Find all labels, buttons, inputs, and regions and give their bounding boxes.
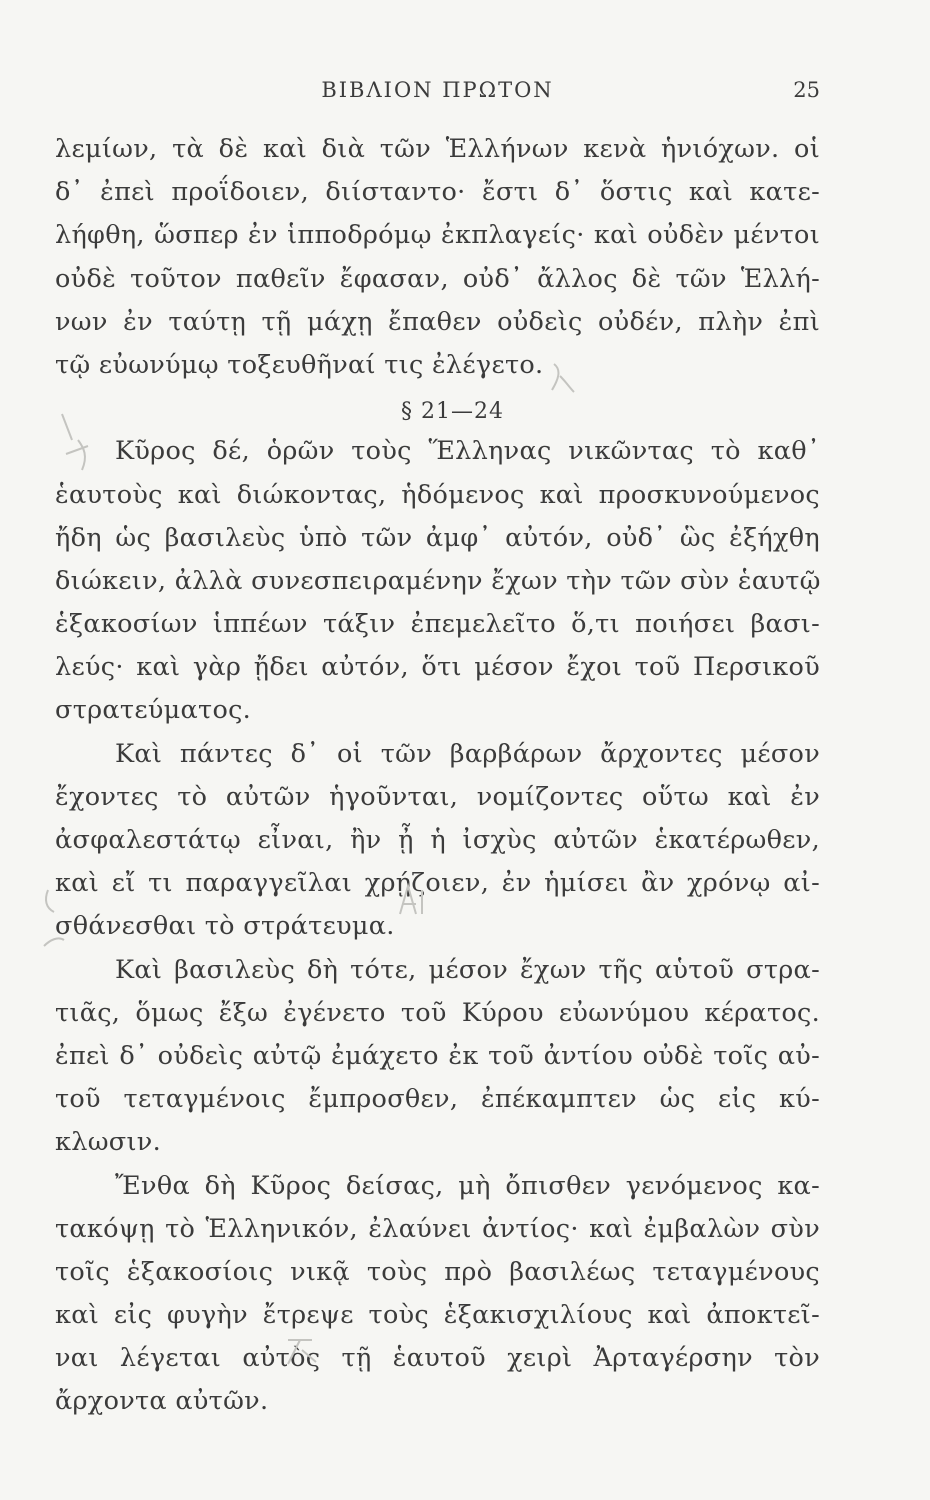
pencil-mark-icon bbox=[390, 880, 430, 920]
text-line: τιᾶς, ὅμως ἔξω ἐγένετο τοῦ Κύρου εὐωνύμου κέρατος. bbox=[55, 997, 820, 1028]
text-line: Καὶ βασιλεὺς δὴ τότε, μέσον ἔχων τῆς αὑτοῦ στρα- bbox=[115, 954, 820, 985]
text-line: ναι λέγεται αὐτὸς τῇ ἑαυτοῦ χειρὶ Ἀρταγέρσην τὸν bbox=[55, 1343, 820, 1374]
text-line: τοῦ τεταγμένοις ἔμπροσθεν, ἐπέκαμπτεν ὡς εἰς κύ- bbox=[55, 1084, 820, 1115]
text-line: δ᾿ ἐπεὶ προΐδοιεν, διίσταντο· ἔστι δ᾿ ὅστις καὶ κατε- bbox=[55, 177, 820, 208]
text-line: Καὶ πάντες δ᾿ οἱ τῶν βαρβάρων ἄρχοντες μέσον bbox=[115, 738, 820, 769]
text-line: οὐδὲ τοῦτον παθεῖν ἔφασαν, οὐδ᾿ ἄλλος δὲ τῶν Ἑλλή- bbox=[55, 263, 820, 294]
text-line: στρατεύματος. bbox=[55, 695, 252, 726]
pencil-mark-icon bbox=[58, 410, 98, 480]
text-line: νων ἐν ταύτῃ τῇ μάχῃ ἔπαθεν οὐδεὶς οὐδέν, πλὴν ἐπὶ bbox=[55, 306, 820, 337]
body-text bbox=[55, 128, 820, 1424]
text-line: καὶ εἰς φυγὴν ἔτρεψε τοὺς ἑξακισχιλίους καὶ ἀποκτεῖ- bbox=[55, 1300, 820, 1331]
text-line: τῷ εὐωνύμῳ τοξευθῆναί τις ἐλέγετο. bbox=[55, 349, 544, 380]
text-line: καὶ εἴ τι παραγγεῖλαι χρῄζοιεν, ἐν ἡμίσει ἂν χρόνῳ αἰ- bbox=[55, 868, 820, 899]
text-line: τακόψῃ τὸ Ἑλληνικόν, ἐλαύνει ἀντίος· καὶ ἐμβαλὼν σὺν bbox=[55, 1213, 820, 1244]
text-line: ἀσφαλεστάτῳ εἶναι, ἢν ᾖ ἡ ἰσχὺς αὐτῶν ἑκατέρωθεν, bbox=[55, 825, 820, 855]
text-line: λήφθη, ὥσπερ ἐν ἱπποδρόμῳ ἐκπλαγείς· καὶ οὐδὲν μέντοι bbox=[55, 220, 820, 251]
text-line: σθάνεσθαι τὸ στράτευμα. bbox=[55, 911, 395, 942]
text-line: διώκειν, ἀλλὰ συνεσπειραμένην ἔχων τὴν τῶν σὺν ἑαυτῷ bbox=[55, 565, 821, 596]
text-line: τοῖς ἑξακοσίοις νικᾷ τοὺς πρὸ βασιλέως τεταγμένους bbox=[55, 1256, 820, 1287]
text-line: ἑξακοσίων ἱππέων τάξιν ἐπεμελεῖτο ὅ,τι ποιήσει βασι- bbox=[55, 609, 820, 640]
page-number: 25 bbox=[793, 78, 820, 102]
pencil-mark-icon bbox=[282, 1330, 322, 1370]
text-line: Κῦρος δέ, ὁρῶν τοὺς Ἕλληνας νικῶντας τὸ καθ᾿ bbox=[115, 436, 820, 467]
text-line: κλωσιν. bbox=[55, 1127, 162, 1158]
text-line: ἑαυτοὺς καὶ διώκοντας, ἡδόμενος καὶ προσκυνούμενος bbox=[55, 479, 820, 510]
section-heading: § 21—24 bbox=[401, 399, 504, 425]
text-line: ἐπεὶ δ᾿ οὐδεὶς αὐτῷ ἐμάχετο ἐκ τοῦ ἀντίου οὐδὲ τοῖς αὐ- bbox=[55, 1040, 820, 1071]
text-line: ἔχοντες τὸ αὐτῶν ἡγοῦνται, νομίζοντες οὕτω καὶ ἐν bbox=[55, 781, 820, 812]
running-head bbox=[55, 78, 820, 108]
text-line: ἄρχοντα αὐτῶν. bbox=[55, 1386, 269, 1417]
text-line: Ἔνθα δὴ Κῦρος δείσας, μὴ ὄπισθεν γενόμενος κα- bbox=[115, 1170, 820, 1201]
text-line: λεμίων, τὰ δὲ καὶ διὰ τῶν Ἑλλήνων κενὰ ἡνιόχων. οἱ bbox=[55, 134, 820, 164]
running-title: ΒΙΒΛΙΟΝ ΠΡΩΤΟΝ bbox=[321, 78, 554, 102]
text-line: λεύς· καὶ γὰρ ᾔδει αὐτόν, ὅτι μέσον ἔχοι τοῦ Περσικοῦ bbox=[55, 652, 820, 683]
pencil-mark-icon bbox=[40, 880, 70, 960]
text-line: ἤδη ὡς βασιλεὺς ὑπὸ τῶν ἀμφ᾿ αὐτόν, οὐδ᾿ ὣς ἐξήχθη bbox=[55, 522, 820, 553]
pencil-mark-icon bbox=[548, 360, 578, 396]
